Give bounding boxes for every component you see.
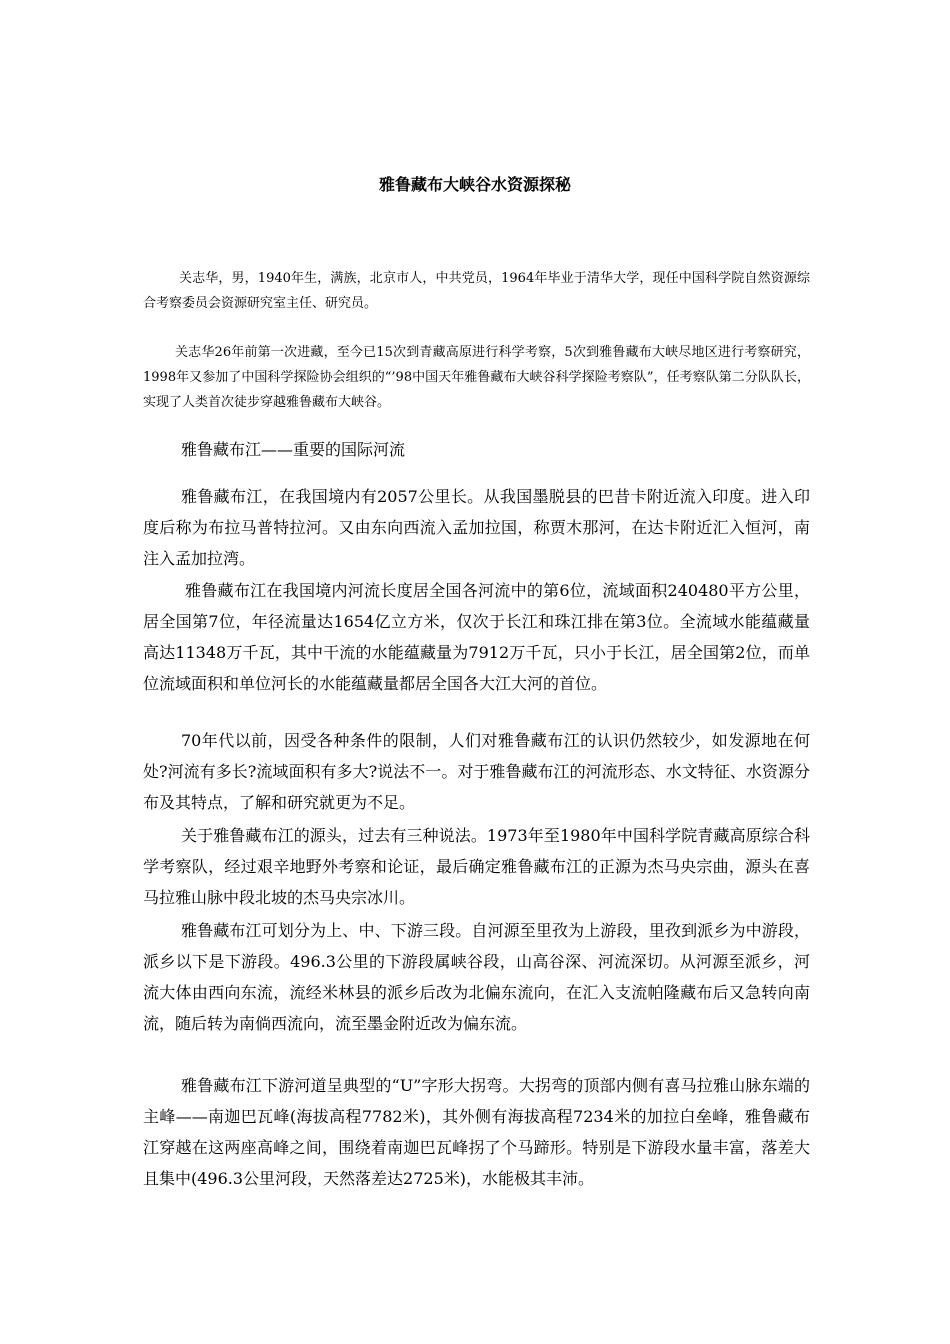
body-paragraph: 雅鲁藏布江在我国境内河流长度居全国各河流中的第6位，流域面积240480平方公里，居全国第7位，年径流量达1654亿立方米，仅次于长江和珠江排在第3位。全流域水能蕴藏量高达11348万千瓦，其中干流的水能蕴藏量为7912万千瓦，只小于长江，居全国第2位，而单位流域面积和单位河长的水能蕴藏量都居全国各大江大河的首位。 (143, 581, 810, 693)
body-paragraph: 70年代以前，因受各种条件的限制，人们对雅鲁藏布江的认识仍然较少，如发源地在何处?河流有多长?流域面积有多大?说法不一。对于雅鲁藏布江的河流形态、水文特征、水资源分布及其特点，了解和研究就更为不足。 (143, 731, 810, 812)
author-bio-paragraph: 关志华，男，1940年生，满族，北京市人，中共党员，1964年毕业于清华大学，现任中国科学院自然资源综合考察委员会资源研究室主任、研究员。 (143, 271, 810, 311)
document-title: 雅鲁藏布大峡谷水资源探秘 (378, 175, 571, 194)
body-paragraph: 雅鲁藏布江，在我国境内有2057公里长。从我国墨脱县的巴昔卡附近流入印度。进入印度后称为布拉马普特拉河。又由东向西流入孟加拉国，称贾木那河，在达卡附近汇入恒河，南注入孟加拉湾。 (143, 487, 810, 568)
body-paragraph: 雅鲁藏布江下游河道呈典型的“U”字形大拐弯。大拐弯的顶部内侧有喜马拉雅山脉东端的主峰——南迦巴瓦峰(海拔高程7782米)，其外侧有海拔高程7234米的加拉白垒峰，雅鲁藏布江穿越在这两座高峰之间，围绕着南迦巴瓦峰拐了个马蹄形。特别是下游段水量丰富，落差大且集中(496.3公里河段，天然落差达2725米)，水能极其丰沛。 (143, 1076, 810, 1188)
section-heading: 雅鲁藏布江——重要的国际河流 (181, 440, 406, 459)
author-bio-paragraph: 关志华26年前第一次进藏，至今已15次到青藏高原进行科学考察，5次到雅鲁藏布大峡尽地区进行考察研究，1998年又参加了中国科学探险协会组织的“’98中国天年雅鲁藏布大峡谷科学探险考察队”，任考察队第二分队队长，实现了人类首次徒步穿越雅鲁藏布大峡谷。 (143, 345, 810, 410)
body-paragraph: 雅鲁藏布江可划分为上、中、下游三段。自河源至里孜为上游段，里孜到派乡为中游段，派乡以下是下游段。496.3公里的下游段属峡谷段，山高谷深、河流深切。从河源至派乡，河流大体由西向东流，流经米林县的派乡后改为北偏东流向，在汇入支流帕隆藏布后又急转向南流，随后转为南倘西流向，流至墨金附近改为偏东流。 (143, 921, 810, 1033)
body-paragraph: 关于雅鲁藏布江的源头，过去有三种说法。1973年至1980年中国科学院青藏高原综合科学考察队，经过艰辛地野外考察和论证，最后确定雅鲁藏布江的正源为杰马央宗曲，源头在喜马拉雅山脉中段北坡的杰马央宗冰川。 (143, 826, 810, 907)
